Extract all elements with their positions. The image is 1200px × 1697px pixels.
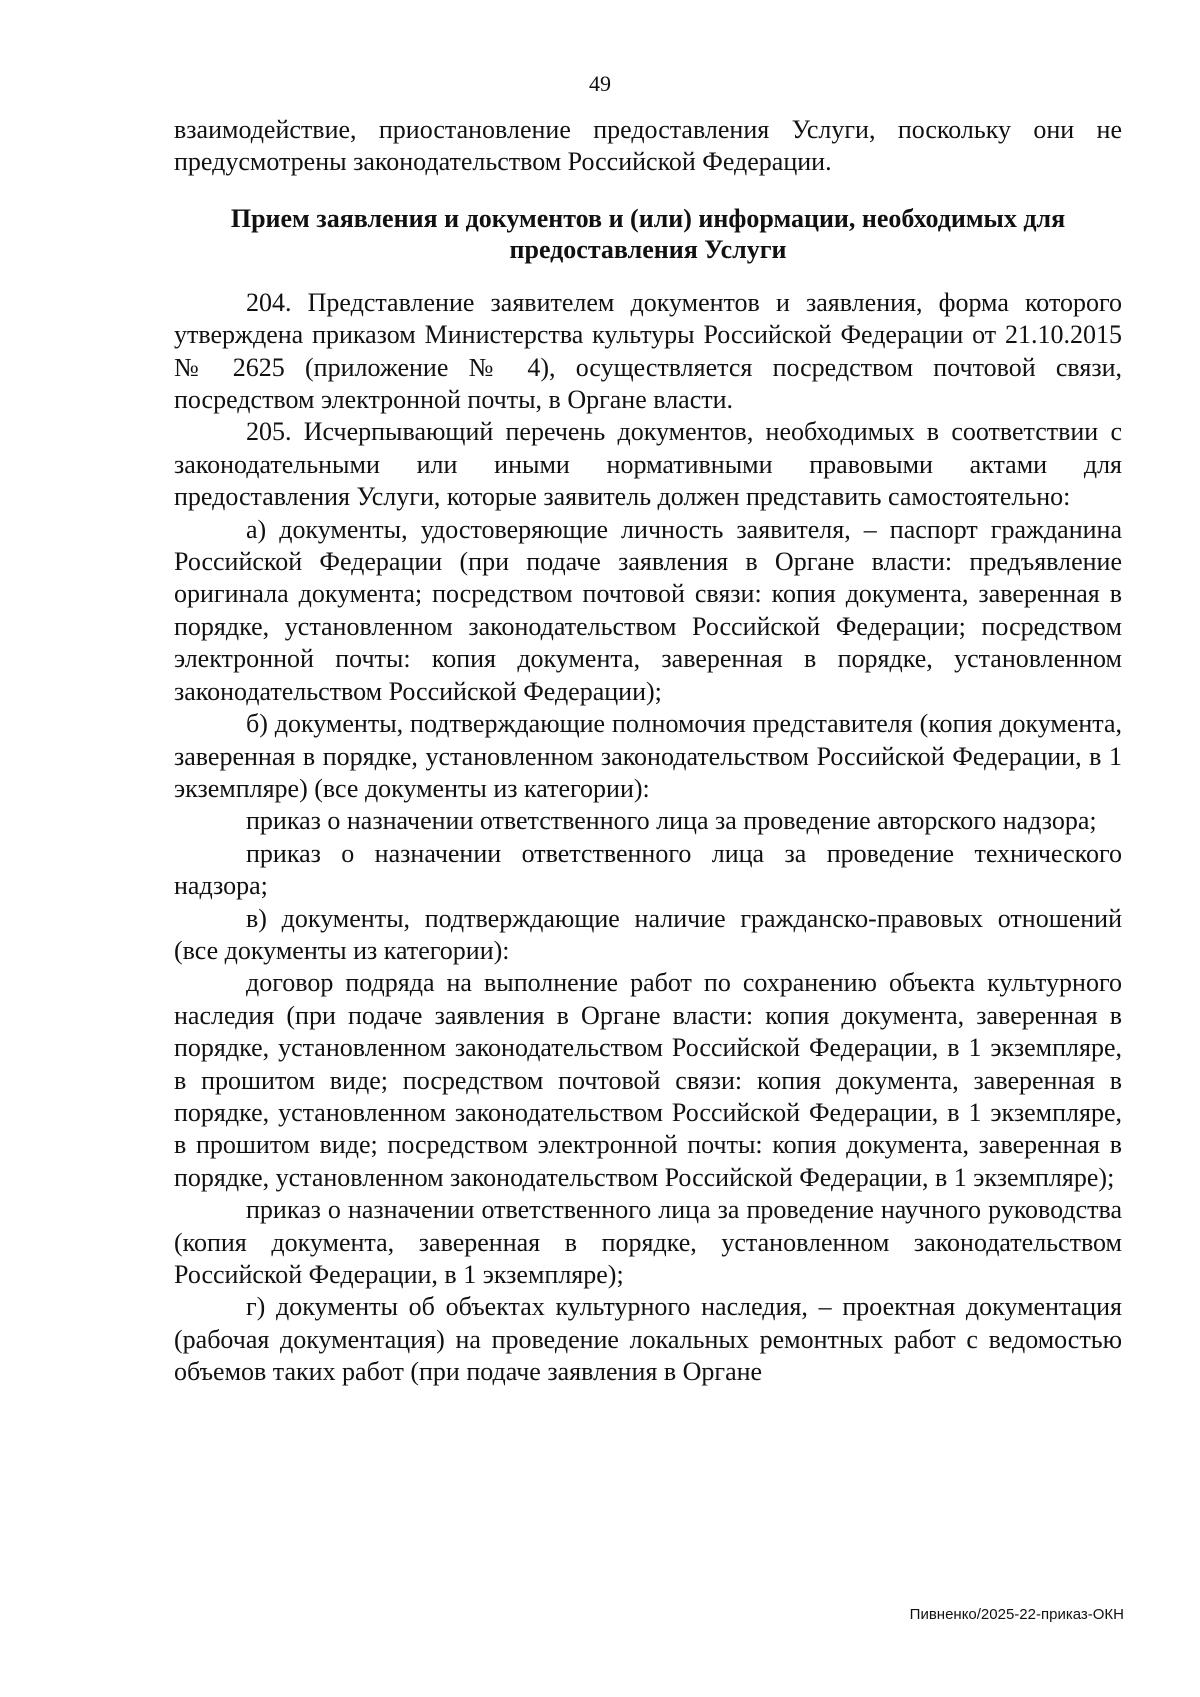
paragraph-contract: договор подряда на выполнение работ по сохранению объекта культурного наследия (при подаче заявления в Органе власти: копия документа, заверенная в порядке, установленном законодательством Российской Федерации, в 1 экземпляре, в прошитом виде; посредством почтовой связи: копия документа, заверенная в порядке, установленном законодательством Российской Федерации, в 1 экземпляре, в прошитом виде; посредством электронной почты: копия документа, заверенная в порядке, установленном законодательством Российской Федерации, в 1 экземпляре); — [174, 968, 1122, 1192]
paragraph-order-science: приказ о назначении ответственного лица за проведение научного руководства (копия документа, заверенная в порядке, установленном законодательством Российской Федерации, в 1 экземпляре); — [174, 1195, 1122, 1289]
paragraph-order-tech-supervision: приказ о назначении ответственного лица за проведение технического надзора; — [174, 838, 1122, 901]
section-heading: Прием заявления и документов и (или) информации, необходимых для предоставления Услуги — [230, 203, 1066, 264]
page-number: 49 — [589, 71, 611, 96]
list-item-v: в) документы, подтверждающие наличие гражданско-правовых отношений (все документы из категории): — [174, 903, 1122, 965]
paragraph-205: 205. Исчерпывающий перечень документов, необходимых в соответствии с законодательными или иными нормативными правовыми актами для предоставления Услуги, которые заявитель должен представить самостоятельно: — [174, 417, 1122, 512]
list-item-g: г) документы об объектах культурного наследия, – проектная документация (рабочая документация) на проведение локальных ремонтных работ с ведомостью объемов таких работ (при подаче заявления в Органе — [174, 1292, 1122, 1387]
paragraph-continuation: взаимодействие, приостановление предоставления Услуги, поскольку они не предусмотрены законодательством Российской Федерации. — [174, 115, 1122, 177]
document-body — [174, 114, 1122, 1389]
paragraph-order-author-supervision: приказ о назначении ответственного лица за проведение авторского надзора; — [246, 806, 1097, 836]
list-item-a: а) документы, удостоверяющие личность заявителя, – паспорт гражданина Российской Федерации (при подаче заявления в Органе власти: предъявление оригинала документа; посредством почтовой связи: копия документа, заверенная в порядке, установленном законодательством Российской Федерации; посредством электронной почты: копия документа, заверенная в порядке, установленном законодательством Российской Федерации); — [174, 514, 1122, 706]
list-item-b: б) документы, подтверждающие полномочия представителя (копия документа, заверенная в порядке, установленном законодательством Российской Федерации, в 1 экземпляре) (все документы из категории): — [174, 709, 1122, 803]
footer-document-code: Пивненко/2025-22-приказ-ОКН — [909, 1606, 1124, 1623]
paragraph-204: 204. Представление заявителем документов и заявления, форма которого утверждена приказом Министерства культуры Российской Федерации от 21.10.2015 № 2625 (приложение № 4), осуществляется посредством почтовой связи, посредством электронной почты, в Органе власти. — [174, 287, 1122, 415]
